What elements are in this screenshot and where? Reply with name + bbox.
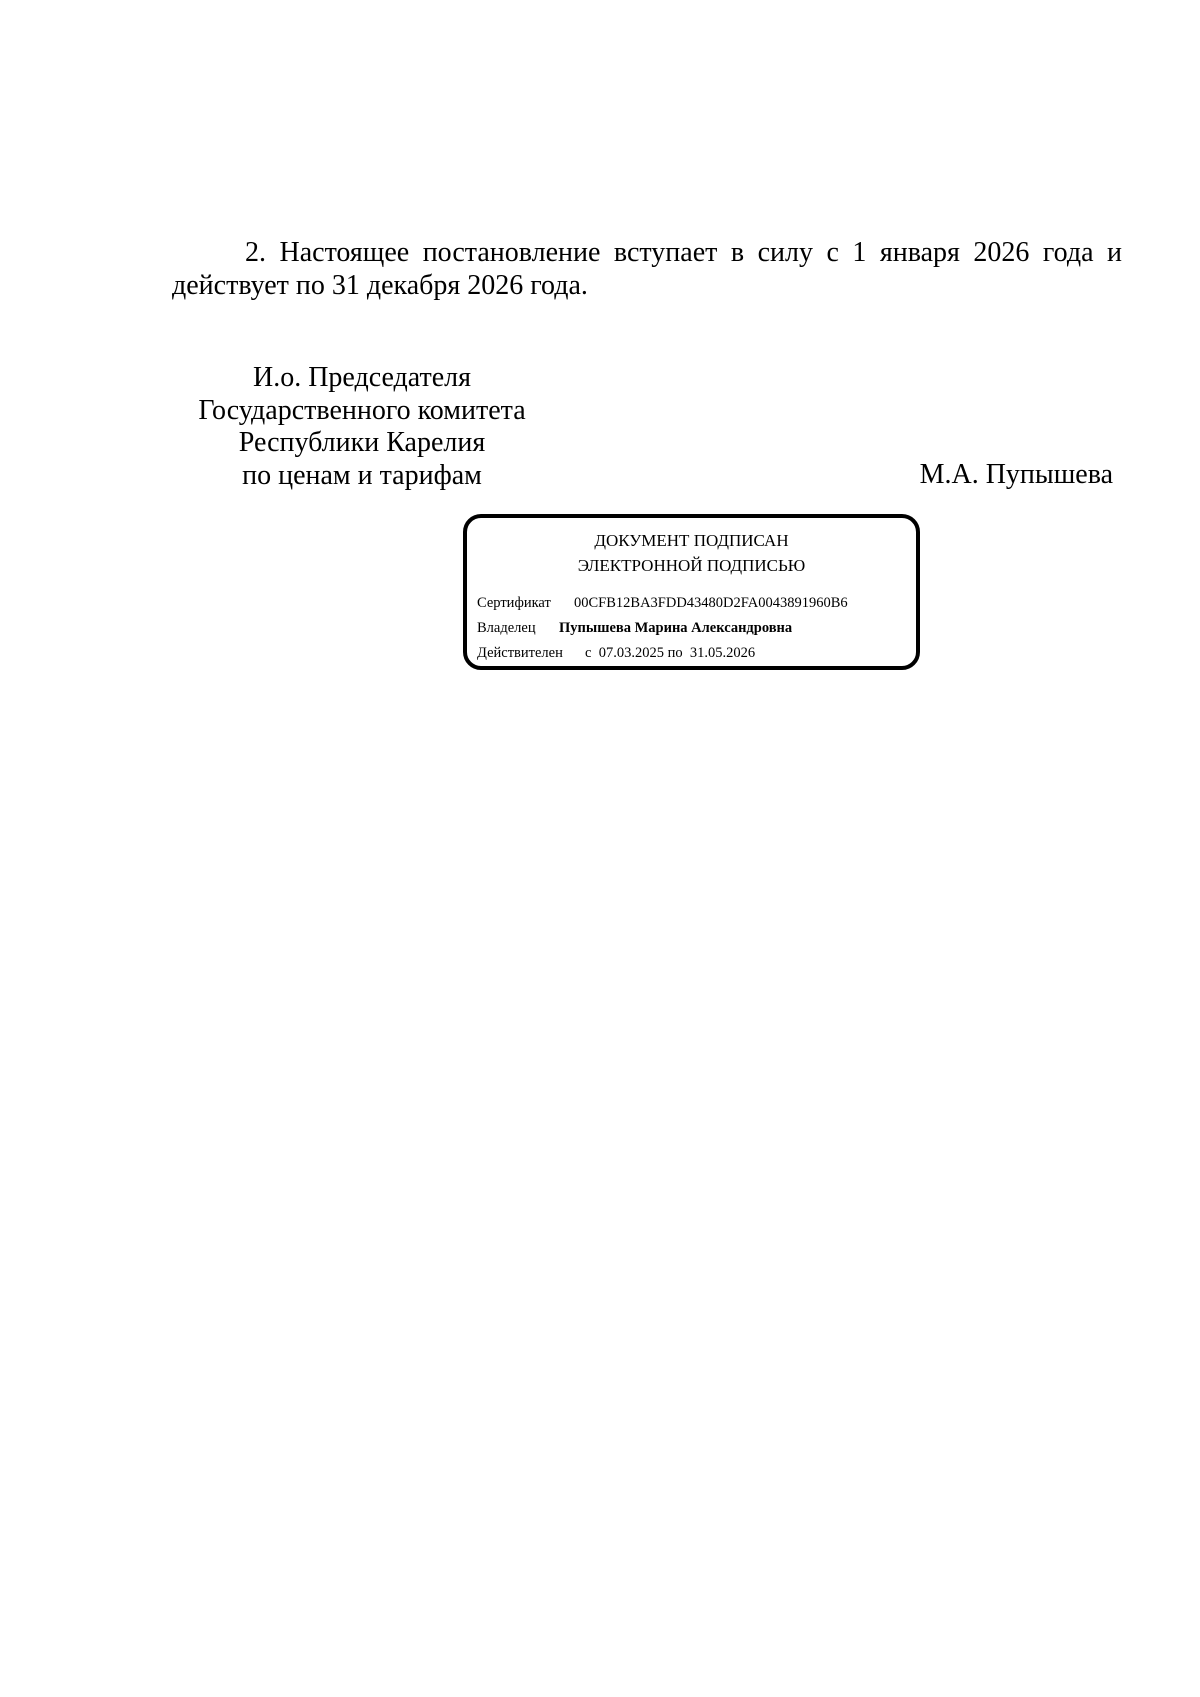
certificate-row bbox=[477, 594, 848, 612]
validity-to-prefix: по bbox=[667, 645, 683, 661]
validity-from-prefix: с bbox=[585, 645, 592, 661]
stamp-title bbox=[467, 528, 916, 578]
electronic-signature-stamp bbox=[463, 514, 920, 670]
signer-title-line: Республики Карелия bbox=[238, 427, 486, 458]
stamp-title-line: ДОКУМЕНТ ПОДПИСАН bbox=[594, 531, 789, 550]
validity-from-date: 07.03.2025 bbox=[598, 645, 664, 661]
body-paragraph: 2. Настоящее постановление вступает в силу с 1 января 2026 года и действует по 31 декабря 2026 года. bbox=[172, 237, 1122, 301]
signer-title-line: И.о. Председателя bbox=[252, 362, 472, 393]
validity-to-date: 31.05.2026 bbox=[689, 645, 756, 661]
owner-value: Пупышева Марина Александровна bbox=[559, 620, 793, 636]
owner-label: Владелец bbox=[477, 620, 536, 636]
validity-label: Действителен bbox=[477, 645, 563, 661]
certificate-value: 00CFB12BA3FDD43480D2FA0043891960B6 bbox=[574, 595, 848, 611]
stamp-title-line: ЭЛЕКТРОННОЙ ПОДПИСЬЮ bbox=[577, 556, 806, 575]
owner-row bbox=[477, 619, 792, 637]
certificate-label: Сертификат bbox=[477, 595, 551, 611]
signer-title-block bbox=[172, 362, 552, 492]
signer-title-line: Государственного комитета bbox=[198, 394, 526, 426]
signer-title-line: по ценам и тарифам bbox=[242, 459, 482, 491]
signer-name: М.А. Пупышева bbox=[919, 459, 1113, 490]
validity-row bbox=[477, 644, 755, 662]
